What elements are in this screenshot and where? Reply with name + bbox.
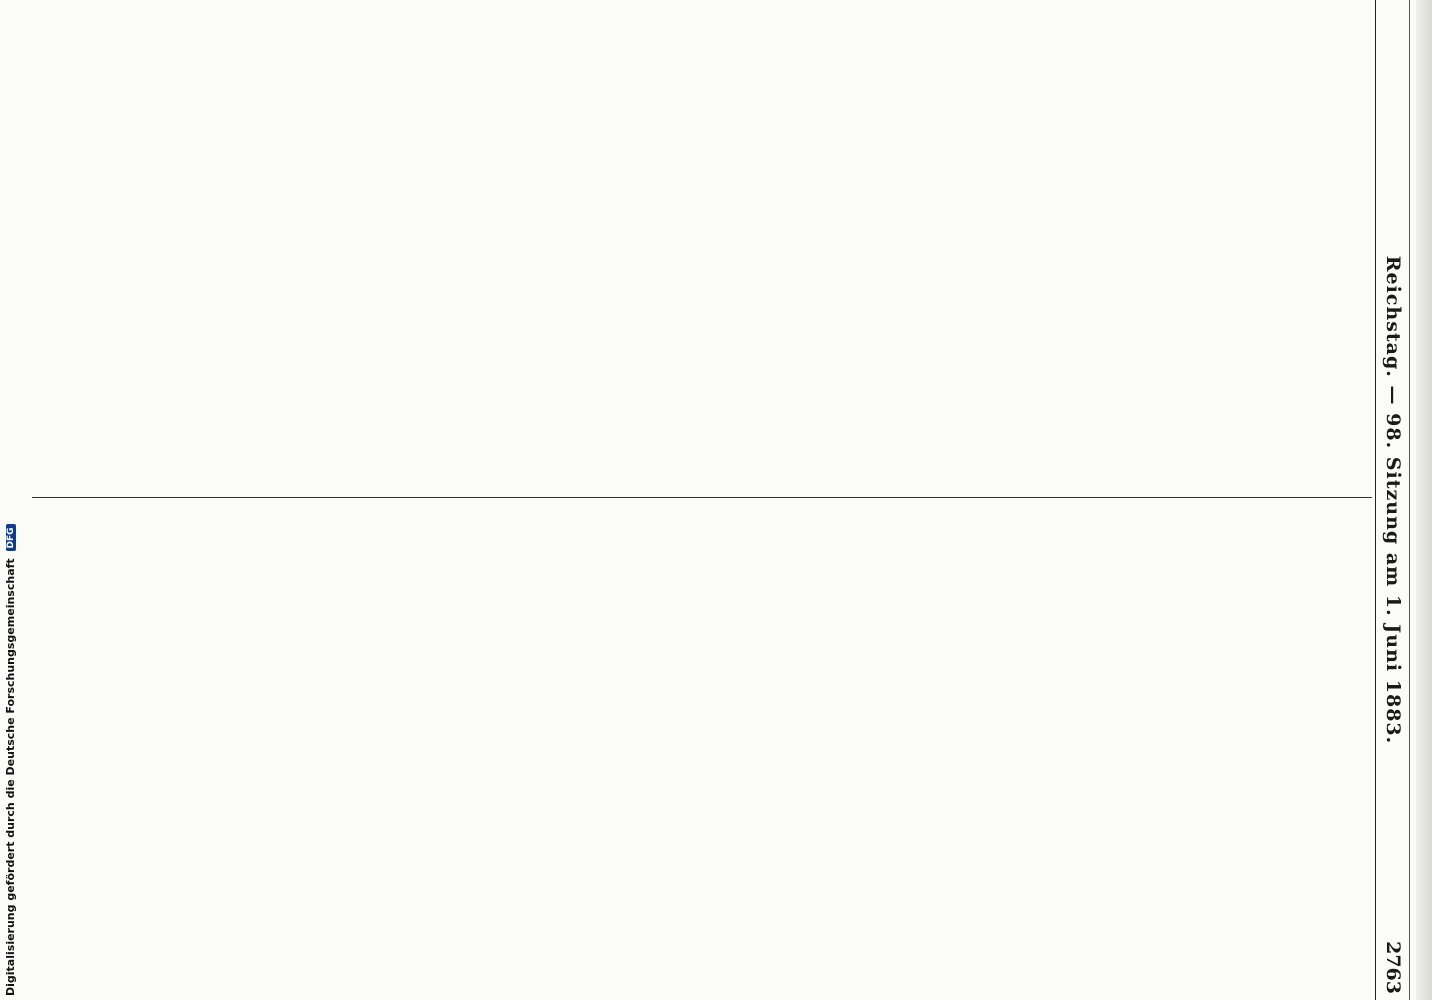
header-rule [1409, 0, 1410, 1000]
running-header [1375, 0, 1416, 1000]
dfg-logo: DFG [6, 524, 16, 551]
page-number: 2763 [1382, 941, 1404, 994]
left-column [28, 4, 1368, 484]
scan-edge [1416, 0, 1432, 1000]
page-title: Reichstag. — 98. Sitzung am 1. Juni 1883. [1382, 255, 1404, 745]
right-column [28, 512, 1368, 992]
credit-text: Digitalisierung gefördert durch die Deutsche Forschungsgemeinschaft [4, 558, 17, 996]
rotated-page-content [16, 0, 1416, 1000]
digitization-credit [4, 527, 20, 996]
column-divider [32, 497, 1372, 498]
